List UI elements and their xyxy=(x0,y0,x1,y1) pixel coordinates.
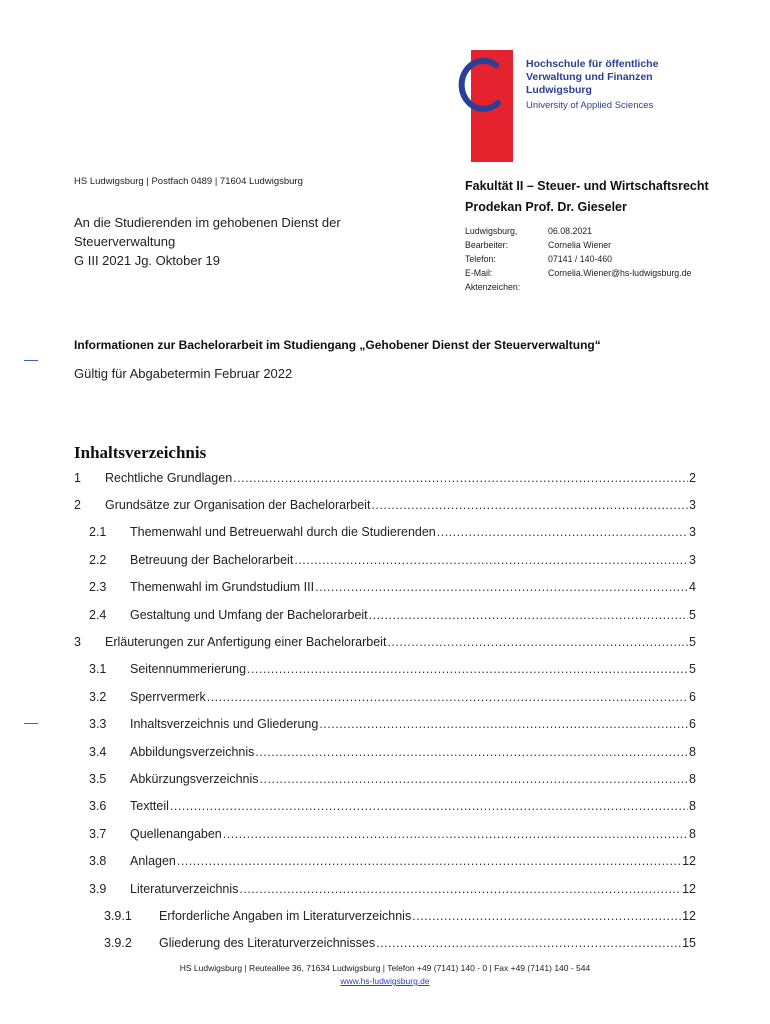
logo-line-3: Ludwigsburg xyxy=(526,84,592,96)
toc-entry[interactable] xyxy=(74,930,696,957)
faculty-dean: Prodekan Prof. Dr. Gieseler xyxy=(465,200,627,214)
toc-entry[interactable] xyxy=(74,656,696,683)
table-of-contents xyxy=(74,464,696,957)
toc-entry[interactable] xyxy=(74,902,696,929)
toc-entry[interactable] xyxy=(74,464,696,491)
toc-entry[interactable] xyxy=(74,765,696,792)
toc-entry-number: 2.1 xyxy=(89,525,107,540)
meta-key: Aktenzeichen: xyxy=(465,282,521,292)
toc-entry[interactable] xyxy=(74,628,696,655)
toc-dot-leader xyxy=(170,799,688,813)
toc-dot-leader xyxy=(319,717,688,731)
toc-entry-page: 6 xyxy=(689,689,696,704)
sender-line: HS Ludwigsburg | Postfach 0489 | 71604 Ludwigsburg xyxy=(74,176,303,187)
toc-entry-number: 3.2 xyxy=(89,689,107,704)
toc-entry-label: Abkürzungsverzeichnis xyxy=(130,771,259,786)
toc-dot-leader xyxy=(255,745,688,759)
toc-dot-leader xyxy=(247,662,688,676)
toc-entry-label: Abbildungsverzeichnis xyxy=(130,744,255,759)
toc-entry-label: Textteil xyxy=(130,799,169,814)
footer xyxy=(0,962,770,988)
toc-entry-label: Anlagen xyxy=(130,854,176,869)
toc-entry-page: 8 xyxy=(689,744,696,759)
faculty-block xyxy=(465,176,709,218)
margin-fold-mark xyxy=(24,360,38,361)
logo-line-2: Verwaltung und Finanzen xyxy=(526,71,653,83)
toc-entry-number: 3.8 xyxy=(89,854,107,869)
meta-block xyxy=(465,224,691,294)
toc-entry-label: Gestaltung und Umfang der Bachelorarbeit xyxy=(130,607,368,622)
logo-line-4: University of Applied Sciences xyxy=(526,100,654,111)
toc-entry[interactable] xyxy=(74,738,696,765)
footer-address: HS Ludwigsburg | Reuteallee 36, 71634 Ludwigsburg | Telefon +49 (7141) 140 - 0 | Fax +49 (7141) 140 - 544 xyxy=(179,963,591,973)
toc-entry-page: 8 xyxy=(689,799,696,814)
meta-key: Telefon: xyxy=(465,254,496,264)
toc-entry-number: 1 xyxy=(74,470,81,485)
toc-dot-leader xyxy=(177,854,681,868)
toc-entry-label: Gliederung des Literaturverzeichnisses xyxy=(159,936,376,951)
recipient-block xyxy=(74,213,341,270)
toc-entry-number: 3.7 xyxy=(89,826,107,841)
toc-entry-page: 5 xyxy=(689,607,696,622)
toc-entry-label: Erforderliche Angaben im Literaturverzeichnis xyxy=(159,908,412,923)
toc-entry-number: 2.2 xyxy=(89,552,107,567)
toc-entry-number: 3.4 xyxy=(89,744,107,759)
toc-entry-page: 4 xyxy=(689,580,696,595)
toc-entry-page: 8 xyxy=(689,826,696,841)
toc-entry-number: 3 xyxy=(74,635,81,650)
toc-entry-label: Themenwahl im Grundstudium III xyxy=(130,580,315,595)
document-title: Informationen zur Bachelorarbeit im Studiengang „Gehobener Dienst der Steuerverwaltung“ xyxy=(74,338,601,352)
toc-entry[interactable] xyxy=(74,875,696,902)
toc-dot-leader xyxy=(376,936,681,950)
toc-entry-label: Erläuterungen zur Anfertigung einer Bachelorarbeit xyxy=(105,635,387,650)
toc-entry-label: Betreuung der Bachelorarbeit xyxy=(130,552,294,567)
toc-dot-leader xyxy=(437,525,688,539)
toc-entry-page: 12 xyxy=(682,881,696,896)
toc-entry[interactable] xyxy=(74,491,696,518)
toc-entry[interactable] xyxy=(74,546,696,573)
meta-value: 07141 / 140-460 xyxy=(548,254,613,264)
toc-entry-number: 3.9.1 xyxy=(104,908,132,923)
logo-ring-icon xyxy=(458,57,506,113)
toc-entry-number: 3.5 xyxy=(89,771,107,786)
recipient-line-2: Steuerverwaltung xyxy=(74,234,176,249)
university-logo-text xyxy=(526,58,658,112)
footer-website-link[interactable]: www.hs-ludwigsburg.de xyxy=(340,976,430,986)
toc-entry-page: 5 xyxy=(689,662,696,677)
toc-dot-leader xyxy=(387,635,688,649)
toc-entry-page: 3 xyxy=(689,498,696,513)
toc-entry[interactable] xyxy=(74,793,696,820)
toc-dot-leader xyxy=(315,580,688,594)
toc-entry-page: 8 xyxy=(689,771,696,786)
meta-key: Ludwigsburg, xyxy=(465,226,518,236)
toc-entry-page: 3 xyxy=(689,525,696,540)
toc-entry-page: 3 xyxy=(689,552,696,567)
toc-entry[interactable] xyxy=(74,601,696,628)
toc-entry-page: 5 xyxy=(689,635,696,650)
meta-value: Cornelia Wiener xyxy=(548,240,612,250)
toc-dot-leader xyxy=(233,471,688,485)
meta-row xyxy=(465,266,691,280)
toc-dot-leader xyxy=(371,498,688,512)
toc-entry[interactable] xyxy=(74,574,696,601)
toc-entry-label: Quellenangaben xyxy=(130,826,222,841)
toc-entry-label: Literaturverzeichnis xyxy=(130,881,239,896)
toc-entry-label: Sperrvermerk xyxy=(130,689,206,704)
recipient-line-3: G III 2021 Jg. Oktober 19 xyxy=(74,253,220,268)
meta-value: 06.08.2021 xyxy=(548,226,593,236)
toc-entry-label: Inhaltsverzeichnis und Gliederung xyxy=(130,717,319,732)
toc-entry[interactable] xyxy=(74,847,696,874)
toc-entry[interactable] xyxy=(74,711,696,738)
toc-entry[interactable] xyxy=(74,519,696,546)
toc-entry-page: 15 xyxy=(682,936,696,951)
toc-entry-number: 3.9 xyxy=(89,881,107,896)
toc-entry-page: 2 xyxy=(689,470,696,485)
toc-dot-leader xyxy=(260,772,689,786)
margin-punch-mark xyxy=(24,723,38,724)
toc-entry-label: Rechtliche Grundlagen xyxy=(105,470,233,485)
toc-entry-label: Seitennummerierung xyxy=(130,662,247,677)
document-subtitle: Gültig für Abgabetermin Februar 2022 xyxy=(74,366,293,381)
toc-entry-number: 3.9.2 xyxy=(104,936,132,951)
toc-heading: Inhaltsverzeichnis xyxy=(74,443,207,462)
toc-entry-number: 2 xyxy=(74,498,81,513)
toc-entry[interactable] xyxy=(74,820,696,847)
logo-line-1: Hochschule für öffentliche xyxy=(526,58,659,70)
toc-entry-number: 3.3 xyxy=(89,717,107,732)
toc-dot-leader xyxy=(223,827,688,841)
toc-dot-leader xyxy=(412,909,681,923)
meta-row xyxy=(465,238,691,252)
toc-dot-leader xyxy=(239,882,681,896)
toc-entry-page: 12 xyxy=(682,908,696,923)
toc-entry-number: 2.4 xyxy=(89,607,107,622)
meta-key: E-Mail: xyxy=(465,268,493,278)
meta-key: Bearbeiter: xyxy=(465,240,509,250)
email-link[interactable]: Cornelia.Wiener@hs-ludwigsburg.de xyxy=(548,268,692,278)
meta-row xyxy=(465,280,691,294)
toc-dot-leader xyxy=(294,553,688,567)
toc-entry-number: 3.6 xyxy=(89,799,107,814)
faculty-name: Fakultät II – Steuer- und Wirtschaftsrecht xyxy=(465,179,709,193)
toc-entry-label: Themenwahl und Betreuerwahl durch die Studierenden xyxy=(130,525,436,540)
toc-entry-page: 12 xyxy=(682,854,696,869)
toc-dot-leader xyxy=(207,690,688,704)
meta-row xyxy=(465,252,691,266)
toc-entry-page: 6 xyxy=(689,717,696,732)
toc-dot-leader xyxy=(369,608,688,622)
toc-entry-number: 3.1 xyxy=(89,662,107,677)
recipient-line-1: An die Studierenden im gehobenen Dienst der xyxy=(74,215,341,230)
meta-row xyxy=(465,224,691,238)
toc-entry-number: 2.3 xyxy=(89,580,107,595)
toc-entry-label: Grundsätze zur Organisation der Bachelorarbeit xyxy=(105,498,371,513)
toc-entry[interactable] xyxy=(74,683,696,710)
